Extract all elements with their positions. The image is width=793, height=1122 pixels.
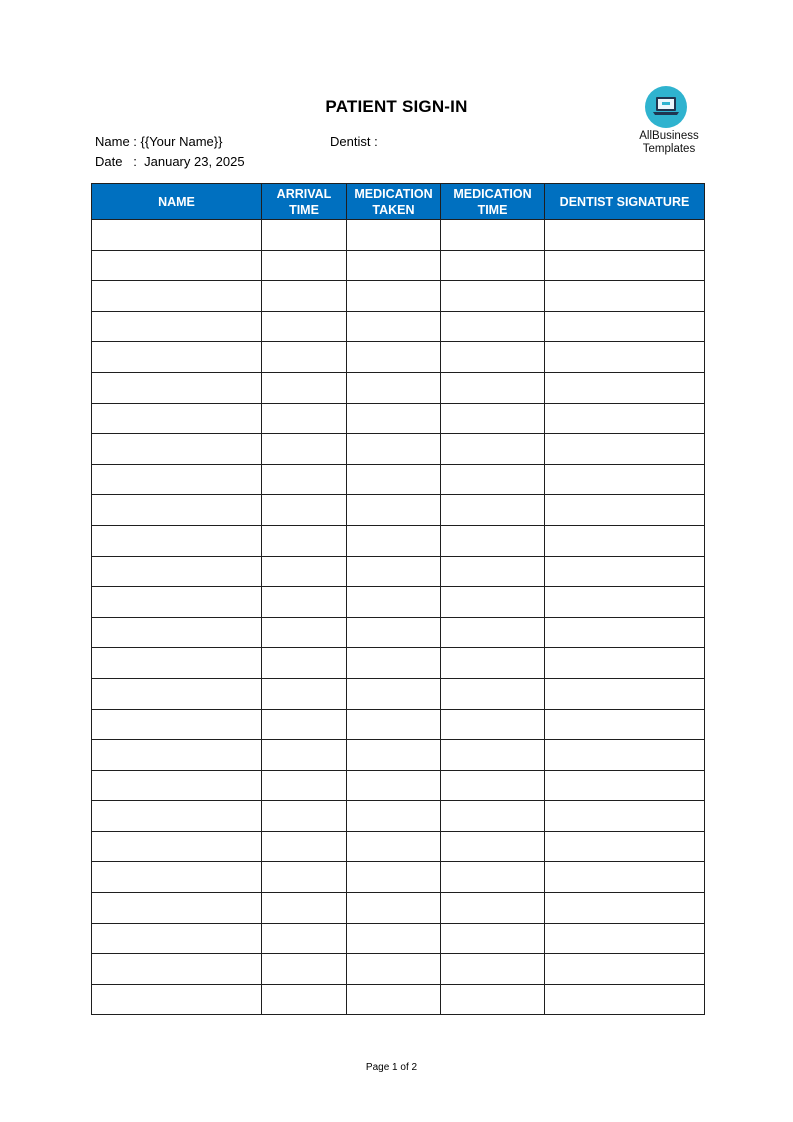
cell-medication-time[interactable] [441, 678, 545, 709]
name-field-label: Name : {{Your Name}} [95, 134, 223, 149]
cell-name[interactable] [92, 678, 262, 709]
column-header-medication-taken [347, 184, 441, 220]
table-row [92, 525, 705, 556]
cell-name[interactable] [92, 250, 262, 281]
cell-dentist-signature[interactable] [545, 923, 705, 954]
logo-circle [645, 86, 687, 128]
cell-dentist-signature[interactable] [545, 954, 705, 985]
cell-arrival-time[interactable] [262, 403, 347, 434]
cell-medication-time[interactable] [441, 862, 545, 893]
cell-arrival-time[interactable] [262, 464, 347, 495]
cell-arrival-time[interactable] [262, 250, 347, 281]
cell-dentist-signature[interactable] [545, 342, 705, 373]
cell-medication-time[interactable] [441, 403, 545, 434]
cell-arrival-time[interactable] [262, 556, 347, 587]
table-row [92, 281, 705, 312]
cell-medication-taken[interactable] [347, 984, 441, 1015]
table-row [92, 250, 705, 281]
table-row [92, 495, 705, 526]
cell-arrival-time[interactable] [262, 801, 347, 832]
column-header-text: NAME [158, 194, 195, 209]
cell-name[interactable] [92, 893, 262, 924]
cell-medication-taken[interactable] [347, 740, 441, 771]
cell-medication-time[interactable] [441, 648, 545, 679]
cell-arrival-time[interactable] [262, 709, 347, 740]
table-header-row [92, 184, 705, 220]
table-row [92, 893, 705, 924]
cell-name[interactable] [92, 648, 262, 679]
table-row [92, 434, 705, 465]
cell-name[interactable] [92, 617, 262, 648]
table-row [92, 923, 705, 954]
cell-arrival-time[interactable] [262, 740, 347, 771]
cell-medication-taken[interactable] [347, 831, 441, 862]
cell-medication-taken[interactable] [347, 525, 441, 556]
cell-medication-time[interactable] [441, 342, 545, 373]
cell-dentist-signature[interactable] [545, 220, 705, 251]
cell-dentist-signature[interactable] [545, 770, 705, 801]
cell-medication-taken[interactable] [347, 954, 441, 985]
cell-medication-time[interactable] [441, 770, 545, 801]
cell-arrival-time[interactable] [262, 617, 347, 648]
cell-medication-time[interactable] [441, 984, 545, 1015]
cell-medication-time[interactable] [441, 831, 545, 862]
cell-medication-time[interactable] [441, 709, 545, 740]
cell-name[interactable] [92, 220, 262, 251]
cell-name[interactable] [92, 495, 262, 526]
cell-medication-taken[interactable] [347, 862, 441, 893]
sign-in-table [91, 183, 705, 1015]
table-row [92, 862, 705, 893]
cell-dentist-signature[interactable] [545, 893, 705, 924]
cell-medication-taken[interactable] [347, 678, 441, 709]
column-header-text: TAKEN [372, 202, 415, 217]
cell-name[interactable] [92, 770, 262, 801]
cell-dentist-signature[interactable] [545, 740, 705, 771]
cell-dentist-signature[interactable] [545, 678, 705, 709]
table-row [92, 556, 705, 587]
cell-arrival-time[interactable] [262, 862, 347, 893]
cell-dentist-signature[interactable] [545, 801, 705, 832]
cell-dentist-signature[interactable] [545, 587, 705, 618]
cell-medication-time[interactable] [441, 372, 545, 403]
cell-name[interactable] [92, 862, 262, 893]
brand-logo [628, 84, 710, 158]
cell-name[interactable] [92, 954, 262, 985]
cell-dentist-signature[interactable] [545, 617, 705, 648]
table-row [92, 678, 705, 709]
cell-medication-time[interactable] [441, 281, 545, 312]
table-row [92, 801, 705, 832]
cell-arrival-time[interactable] [262, 984, 347, 1015]
column-header-medication-time [441, 184, 545, 220]
cell-medication-taken[interactable] [347, 923, 441, 954]
column-header-text: TIME [477, 202, 508, 217]
cell-medication-taken[interactable] [347, 434, 441, 465]
table-row [92, 311, 705, 342]
logo-text-line2: Templates [642, 143, 696, 155]
cell-arrival-time[interactable] [262, 831, 347, 862]
cell-dentist-signature[interactable] [545, 281, 705, 312]
cell-dentist-signature[interactable] [545, 372, 705, 403]
cell-medication-time[interactable] [441, 923, 545, 954]
cell-name[interactable] [92, 587, 262, 618]
table-row [92, 220, 705, 251]
cell-medication-taken[interactable] [347, 556, 441, 587]
cell-medication-time[interactable] [441, 893, 545, 924]
cell-medication-taken[interactable] [347, 617, 441, 648]
cell-name[interactable] [92, 403, 262, 434]
cell-medication-taken[interactable] [347, 342, 441, 373]
cell-dentist-signature[interactable] [545, 525, 705, 556]
cell-medication-taken[interactable] [347, 495, 441, 526]
cell-medication-time[interactable] [441, 495, 545, 526]
cell-name[interactable] [92, 740, 262, 771]
cell-medication-taken[interactable] [347, 403, 441, 434]
cell-name[interactable] [92, 984, 262, 1015]
cell-name[interactable] [92, 434, 262, 465]
logo-text-line1: AllBusiness [639, 130, 699, 142]
table-body [92, 220, 705, 1015]
table-row [92, 617, 705, 648]
cell-arrival-time[interactable] [262, 893, 347, 924]
cell-medication-taken[interactable] [347, 281, 441, 312]
cell-dentist-signature[interactable] [545, 311, 705, 342]
column-header-text: TIME [289, 202, 319, 217]
cell-medication-taken[interactable] [347, 464, 441, 495]
table-row [92, 372, 705, 403]
cell-arrival-time[interactable] [262, 923, 347, 954]
cell-medication-taken[interactable] [347, 770, 441, 801]
cell-medication-time[interactable] [441, 801, 545, 832]
cell-dentist-signature[interactable] [545, 495, 705, 526]
cell-dentist-signature[interactable] [545, 648, 705, 679]
cell-arrival-time[interactable] [262, 372, 347, 403]
cell-medication-taken[interactable] [347, 372, 441, 403]
cell-arrival-time[interactable] [262, 648, 347, 679]
laptop-icon [645, 86, 687, 128]
cell-medication-taken[interactable] [347, 311, 441, 342]
table-row [92, 587, 705, 618]
cell-arrival-time[interactable] [262, 434, 347, 465]
cell-dentist-signature[interactable] [545, 464, 705, 495]
cell-arrival-time[interactable] [262, 495, 347, 526]
cell-name[interactable] [92, 556, 262, 587]
cell-medication-time[interactable] [441, 525, 545, 556]
cell-medication-time[interactable] [441, 311, 545, 342]
cell-arrival-time[interactable] [262, 770, 347, 801]
table-row [92, 464, 705, 495]
cell-arrival-time[interactable] [262, 678, 347, 709]
cell-name[interactable] [92, 923, 262, 954]
page-number: Page 1 of 2 [365, 1062, 418, 1073]
cell-name[interactable] [92, 801, 262, 832]
cell-arrival-time[interactable] [262, 954, 347, 985]
page-title: PATIENT SIGN-IN [325, 97, 468, 116]
cell-dentist-signature[interactable] [545, 403, 705, 434]
cell-medication-taken[interactable] [347, 709, 441, 740]
cell-arrival-time[interactable] [262, 281, 347, 312]
cell-dentist-signature[interactable] [545, 556, 705, 587]
table-row [92, 403, 705, 434]
table-row [92, 770, 705, 801]
cell-dentist-signature[interactable] [545, 434, 705, 465]
column-header-text: MEDICATION [354, 186, 433, 201]
cell-dentist-signature[interactable] [545, 862, 705, 893]
cell-medication-time[interactable] [441, 587, 545, 618]
cell-medication-time[interactable] [441, 464, 545, 495]
cell-medication-taken[interactable] [347, 648, 441, 679]
cell-medication-time[interactable] [441, 250, 545, 281]
cell-dentist-signature[interactable] [545, 831, 705, 862]
column-header-text: DENTIST SIGNATURE [559, 194, 690, 209]
table-row [92, 709, 705, 740]
cell-dentist-signature[interactable] [545, 250, 705, 281]
cell-arrival-time[interactable] [262, 342, 347, 373]
cell-name[interactable] [92, 464, 262, 495]
cell-medication-time[interactable] [441, 617, 545, 648]
table-row [92, 984, 705, 1015]
column-header-text: MEDICATION [453, 186, 532, 201]
column-header-text: ARRIVAL [276, 186, 332, 201]
cell-medication-taken[interactable] [347, 250, 441, 281]
cell-medication-time[interactable] [441, 220, 545, 251]
table-row [92, 648, 705, 679]
cell-medication-time[interactable] [441, 954, 545, 985]
cell-name[interactable] [92, 372, 262, 403]
cell-name[interactable] [92, 311, 262, 342]
cell-name[interactable] [92, 281, 262, 312]
cell-arrival-time[interactable] [262, 220, 347, 251]
date-field-label: Date : January 23, 2025 [95, 154, 245, 169]
cell-name[interactable] [92, 831, 262, 862]
cell-medication-taken[interactable] [347, 587, 441, 618]
table-row [92, 831, 705, 862]
cell-arrival-time[interactable] [262, 311, 347, 342]
cell-name[interactable] [92, 342, 262, 373]
cell-medication-taken[interactable] [347, 893, 441, 924]
table-row [92, 954, 705, 985]
column-header-dentist-signature [545, 184, 705, 220]
cell-arrival-time[interactable] [262, 587, 347, 618]
dentist-field-label: Dentist : [330, 134, 378, 149]
cell-medication-time[interactable] [441, 740, 545, 771]
cell-dentist-signature[interactable] [545, 709, 705, 740]
table-row [92, 740, 705, 771]
column-header-name [92, 184, 262, 220]
cell-arrival-time[interactable] [262, 525, 347, 556]
cell-dentist-signature[interactable] [545, 984, 705, 1015]
cell-medication-taken[interactable] [347, 220, 441, 251]
cell-name[interactable] [92, 709, 262, 740]
cell-medication-taken[interactable] [347, 801, 441, 832]
column-header-arrival-time [262, 184, 347, 220]
cell-medication-time[interactable] [441, 556, 545, 587]
table-row [92, 342, 705, 373]
cell-medication-time[interactable] [441, 434, 545, 465]
cell-name[interactable] [92, 525, 262, 556]
